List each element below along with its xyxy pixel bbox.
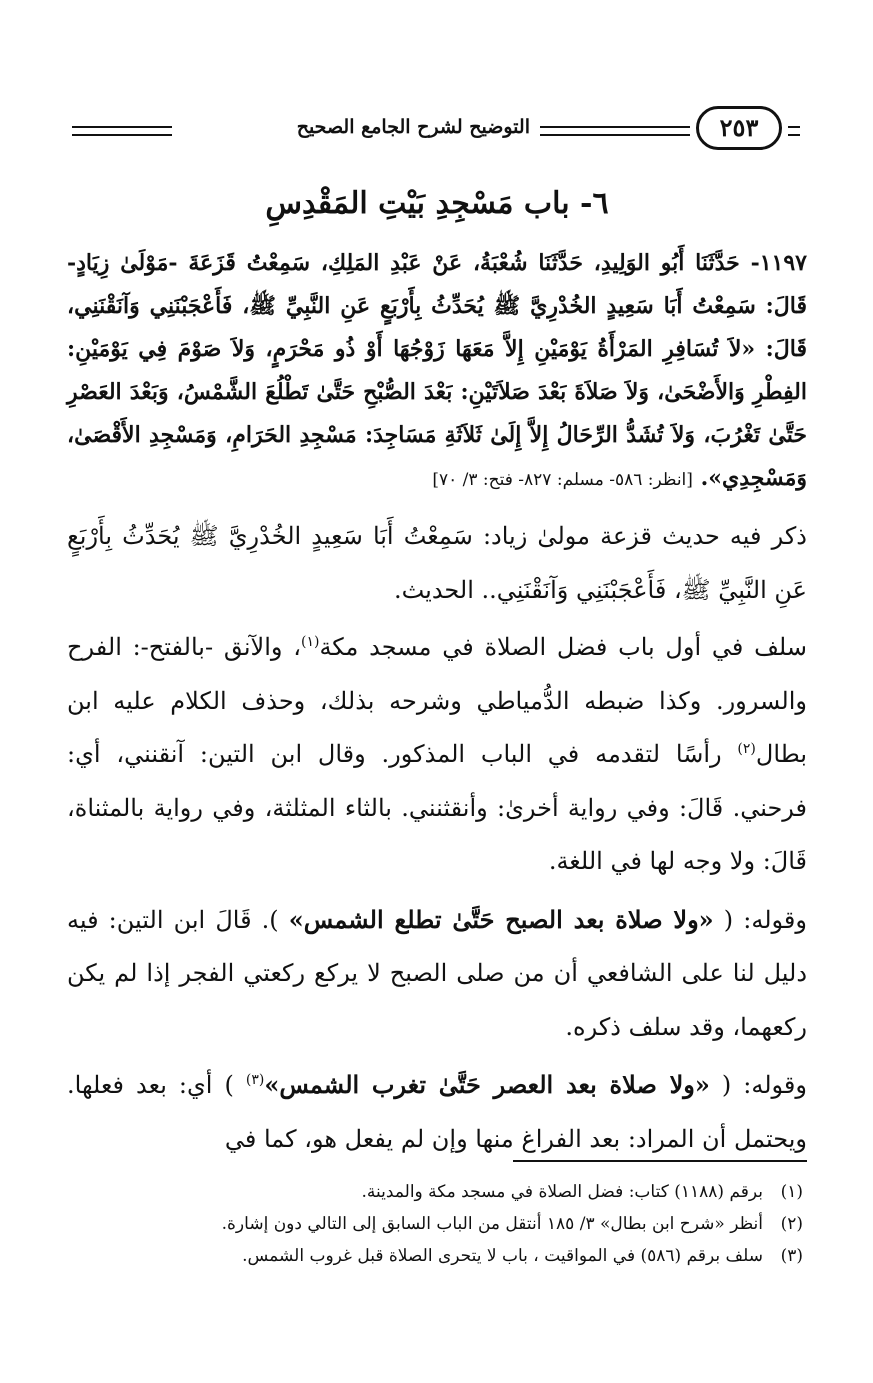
running-header [72,106,800,156]
footnotes [67,1176,803,1272]
paragraph-text: ) أي: بعد فعلها. ويحتمل أن المراد: بعد الفراغ منها وإن لم يفعل هو، كما في [67,1071,807,1153]
footnote-marker[interactable]: (٣) [245,1072,265,1088]
quoted-hadith: «ولا صلاة بعد الصبح حَتَّىٰ تطلع الشمس» [288,904,714,934]
paragraph-text: ، والآنق -بالفتح-: الفرح والسرور. وكذا ضبطه الدُّمياطي وشرحه بذلك، وحذف الكلام عليه ابن بطال [67,633,807,768]
hadith-body: ١١٩٧- حَدَّثَنَا أَبُو الوَلِيدِ، حَدَّثَنَا شُعْبَةُ، عَنْ عَبْدِ المَلِكِ، سَمِعْتُ قَزَعَةَ -مَوْلَىٰ زِيَادٍ- قَالَ: سَمِعْتُ أَبَا سَعِيدٍ الخُدْرِيَّ ﷺ يُحَدِّثُ بِأَرْبَعٍ عَنِ النَّبِيِّ ﷺ، فَأَعْجَبْنَنِي وَآنَقْنَنِي، قَالَ: «لاَ تُسَافِرِ المَرْأَةُ يَوْمَيْنِ إِلاَّ مَعَهَا زَوْجُهَا أَوْ ذُو مَحْرَمٍ، وَلاَ صَوْمَ فِي يَوْمَيْنِ: الفِطْرِ وَالأَضْحَىٰ، وَلاَ صَلاَةَ بَعْدَ صَلاَتَيْنِ: بَعْدَ الصُّبْحِ حَتَّىٰ تَطْلُعَ الشَّمْسُ، وَبَعْدَ العَصْرِ حَتَّىٰ تَغْرُبَ، وَلاَ تُشَدُّ الرِّحَالُ إِلاَّ إِلَىٰ ثَلاَثَةِ مَسَاجِدَ: مَسْجِدِ الحَرَامِ، وَمَسْجِدِ الأَقْصَىٰ، وَمَسْجِدِي». [67,250,807,491]
footnote-marker[interactable]: (١) [300,634,320,650]
hadith-text [67,242,807,502]
paragraph-text: ذكر فيه حديث قزعة مولىٰ زياد: سَمِعْتُ أَبَا سَعِيدٍ الخُدْرِيَّ ﷺ يُحَدِّثُ بِأَرْبَعٍ عَنِ النَّبِيِّ ﷺ، فَأَعْجَبْنَنِي وَآنَقْنَنِي.. الحديث. [67,522,807,604]
commentary-paragraph [67,621,807,889]
paragraph-text: وقوله: ( [713,905,807,934]
footnote-item [67,1208,803,1240]
footnote-marker[interactable]: (٢) [737,741,756,757]
paragraph-text: وقوله: ( [709,1071,807,1099]
paragraph-text: ). قَالَ ابن التين: فيه دليل لنا على الشافعي أن من صلى الصبح لا يركع ركعتي الفجر إذا لم يكن ركعهما، وقد سلف ذكره. [67,905,807,1041]
header-rule [72,126,172,136]
footnote-text: أنظر «شرح ابن بطال» ٣/ ١٨٥ أنتقل من الباب السابق إلى التالي دون إشارة. [221,1214,763,1234]
page-body [67,180,807,1166]
footnote-item [67,1176,803,1208]
paragraph-text: رأسًا لتقدمه في الباب المذكور. وقال ابن التين: آنقنني، أي: فرحني. قَالَ: وفي رواية أخرىٰ: وأنقثنني. بالثاء المثلثة، وفي رواية بالمثناة، قَالَ: ولا وجه لها في اللغة. [67,740,807,875]
quoted-hadith: «ولا صلاة بعد العصر حَتَّىٰ تغرب الشمس» [264,1070,710,1099]
commentary-paragraph [67,893,807,1055]
footnote-number: (٢) [780,1214,803,1234]
paragraph-text: سلف في أول باب فضل الصلاة في مسجد مكة [319,633,807,661]
header-rule [540,126,690,136]
footnote-number: (١) [780,1182,803,1202]
footnote-number: (٣) [780,1246,803,1266]
footnote-text: برقم (١١٨٨) كتاب: فضل الصلاة في مسجد مكة والمدينة. [361,1182,763,1202]
footnote-separator [513,1160,807,1162]
commentary-paragraph [67,1058,807,1166]
header-rule [788,126,800,136]
hadith-reference: [انظر: ٥٨٦- مسلم: ٨٢٧- فتح: ٣/ ٧٠] [432,470,693,490]
footnote-item [67,1240,803,1272]
running-title: التوضيح لشرح الجامع الصحيح [296,116,530,138]
chapter-title: ٦- باب مَسْجِدِ بَيْتِ المَقْدِسِ [265,186,609,221]
page-number: ٢٥٣ [696,106,782,150]
commentary-paragraph [67,510,807,617]
footnote-text: سلف برقم (٥٨٦) في المواقيت ، باب لا يتحرى الصلاة قبل غروب الشمس. [242,1246,763,1266]
